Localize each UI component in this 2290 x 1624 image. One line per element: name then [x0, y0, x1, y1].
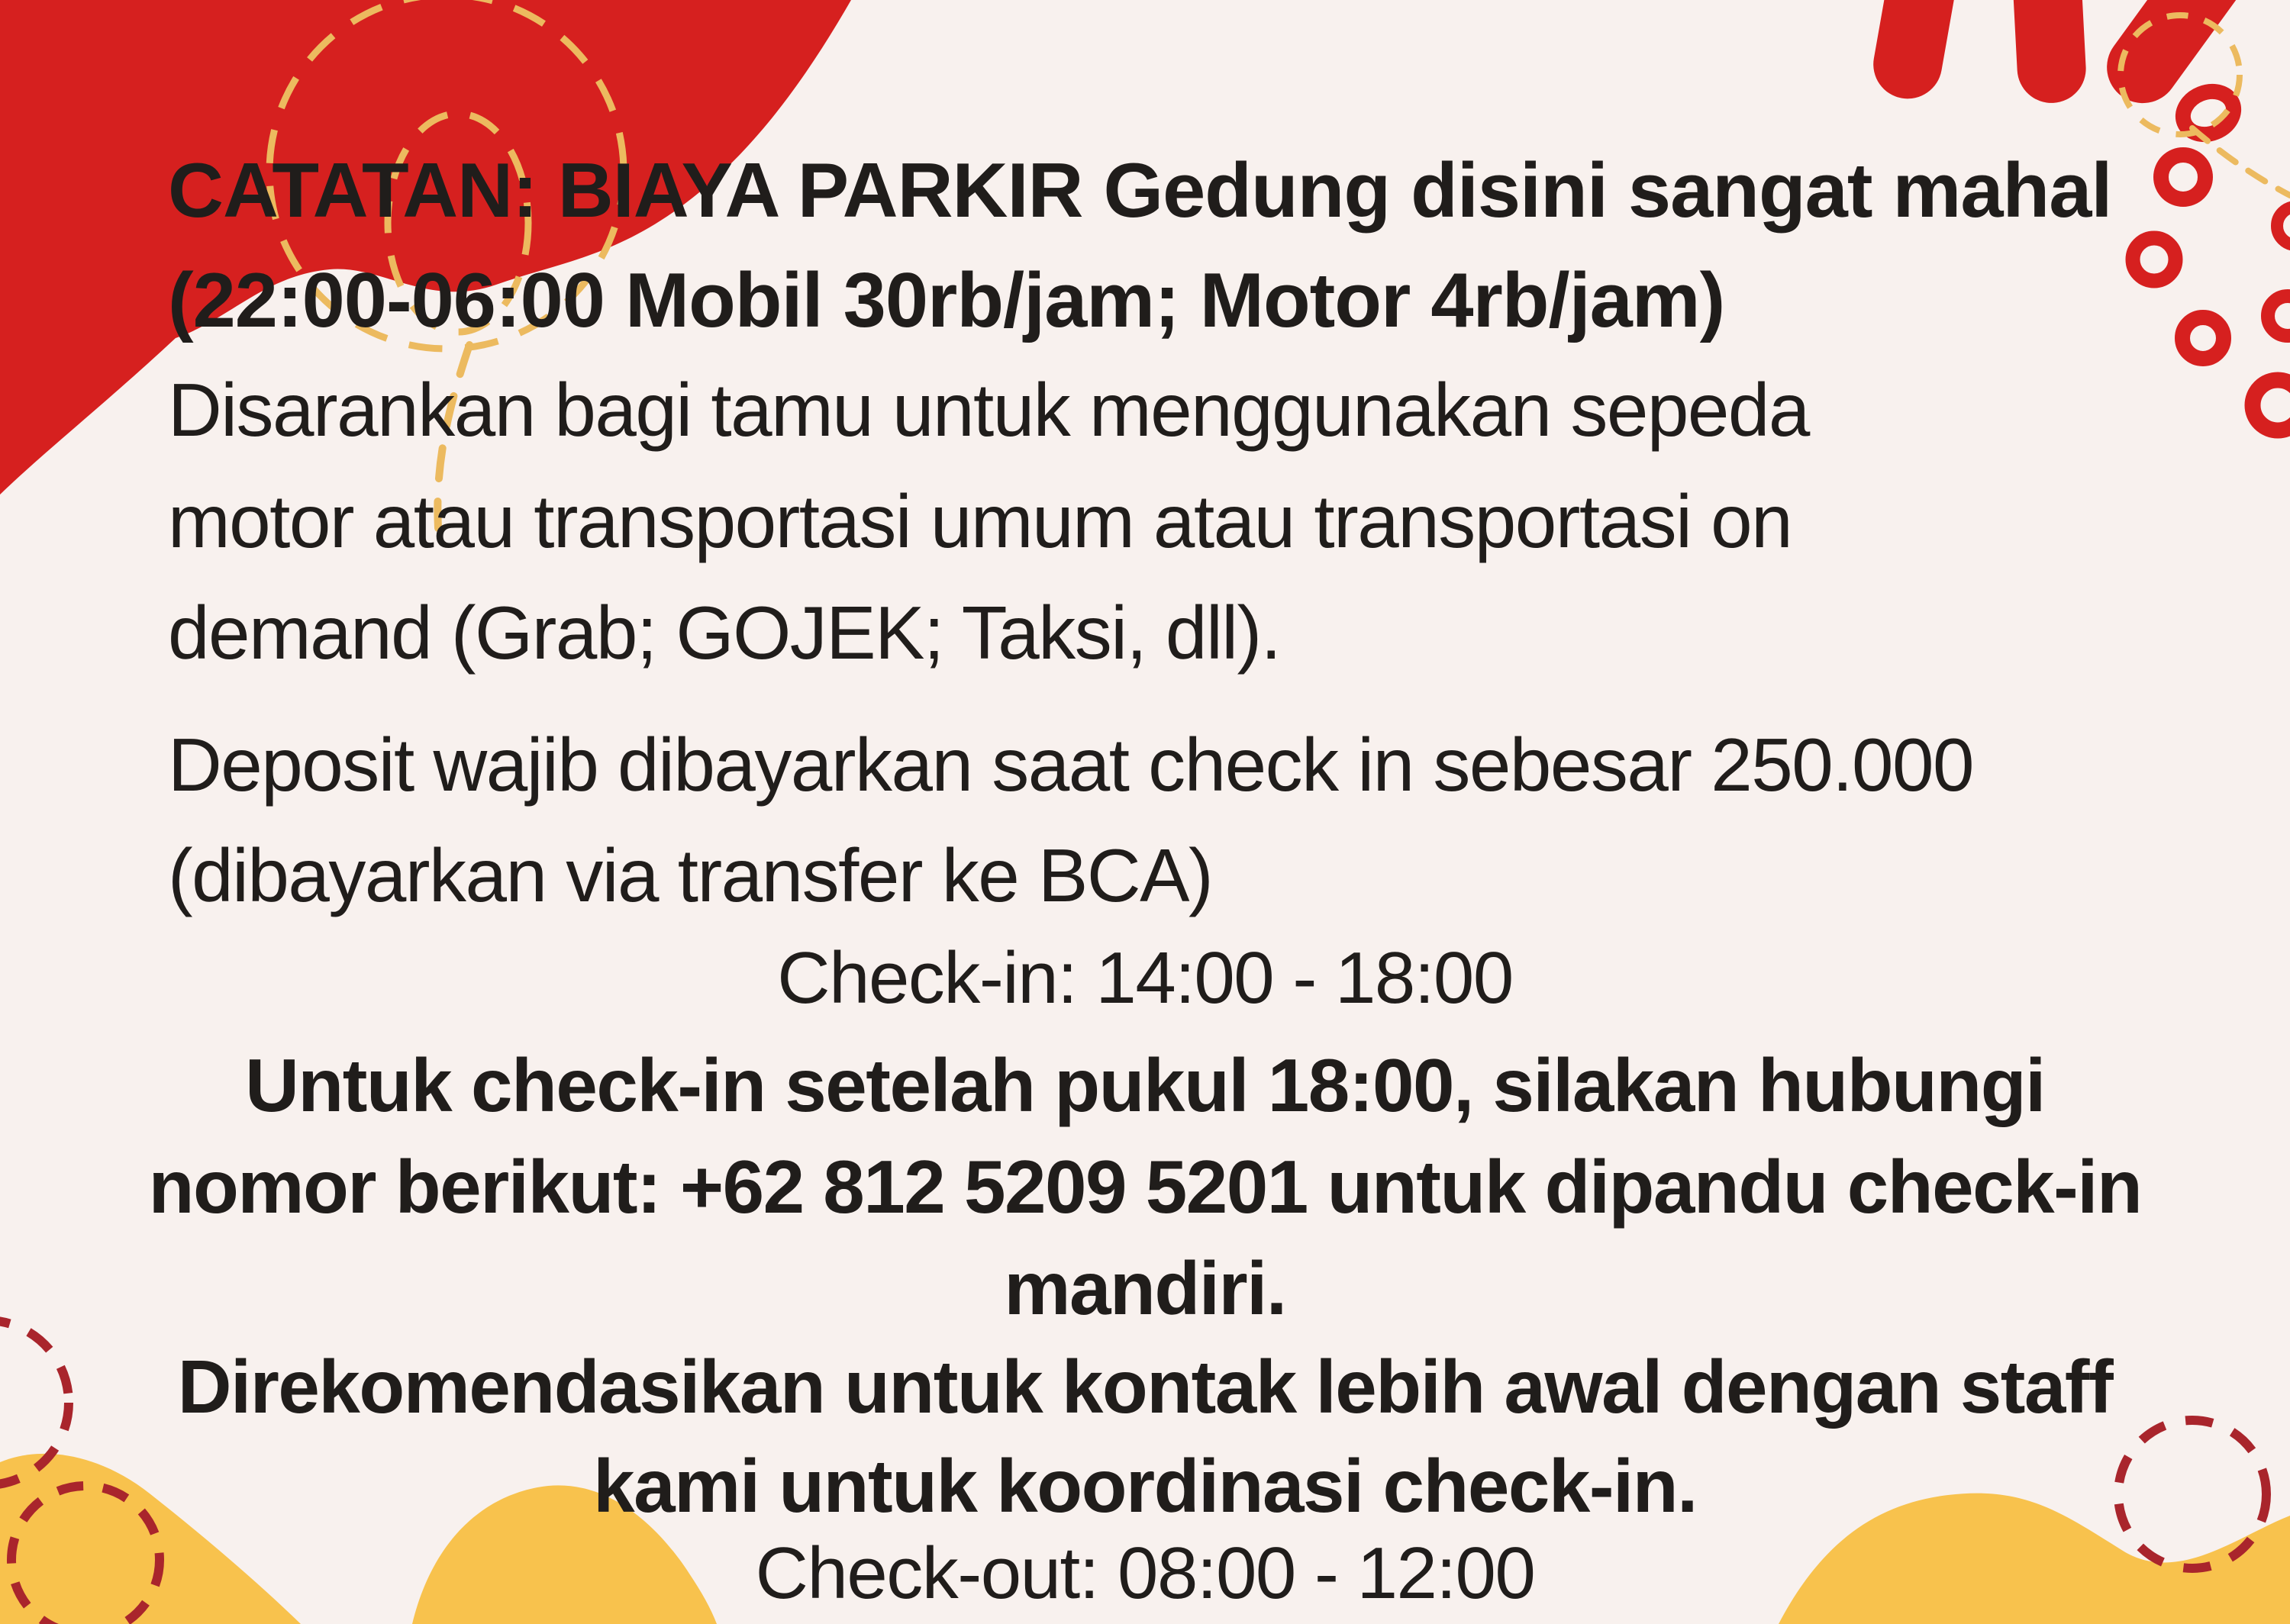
red-ring-icon [2268, 296, 2290, 336]
checkin-hours: Check-in: 14:00 - 18:00 [777, 937, 1513, 1019]
red-ring-icon [2277, 207, 2290, 245]
heading-line: (22:00-06:00 Mobil 30rb/jam; Motor 4rb/jam) [168, 258, 1725, 343]
red-ring-icon [2161, 155, 2205, 199]
deposit-line: Deposit wajib dibayarkan saat check in sebesar 250.000 [168, 723, 1974, 807]
advice-line: Disarankan bagi tamu untuk menggunakan sepeda [168, 368, 1809, 452]
red-brush-stroke-icon [2011, 0, 2088, 105]
late-checkin-line: Untuk check-in setelah pukul 18:00, silakan hubungi [245, 1043, 2045, 1127]
deposit-paragraph [168, 710, 1973, 931]
deposit-line: (dibayarkan via transfer ke BCA) [168, 833, 1213, 917]
late-checkin-instructions [0, 1035, 2290, 1339]
red-brush-stroke-icon [1868, 0, 1961, 104]
advice-line: motor atau transportasi umum atau transportasi on [168, 479, 1792, 563]
red-ring-icon [2133, 238, 2176, 281]
transport-advice-paragraph [168, 354, 1809, 688]
red-ring-icon [2182, 317, 2224, 359]
red-ring-icon [2253, 380, 2290, 430]
late-checkin-line: nomor berikut: +62 812 5209 5201 untuk dipandu check-in [148, 1145, 2142, 1229]
coordination-line: kami untuk koordinasi check-in. [593, 1444, 1697, 1528]
heading-line: CATATAN: BIAYA PARKIR Gedung disini sangat mahal [168, 148, 2112, 234]
checkout-hours: Check-out: 08:00 - 12:00 [755, 1532, 1535, 1614]
coordination-recommendation [0, 1337, 2290, 1535]
coordination-line: Direkomendasikan untuk kontak lebih awal dengan staff [177, 1345, 2113, 1429]
parking-note-heading [168, 136, 2111, 356]
late-checkin-line: mandiri. [1004, 1246, 1286, 1330]
advice-line: demand (Grab; GOJEK; Taksi, dll). [168, 591, 1281, 675]
